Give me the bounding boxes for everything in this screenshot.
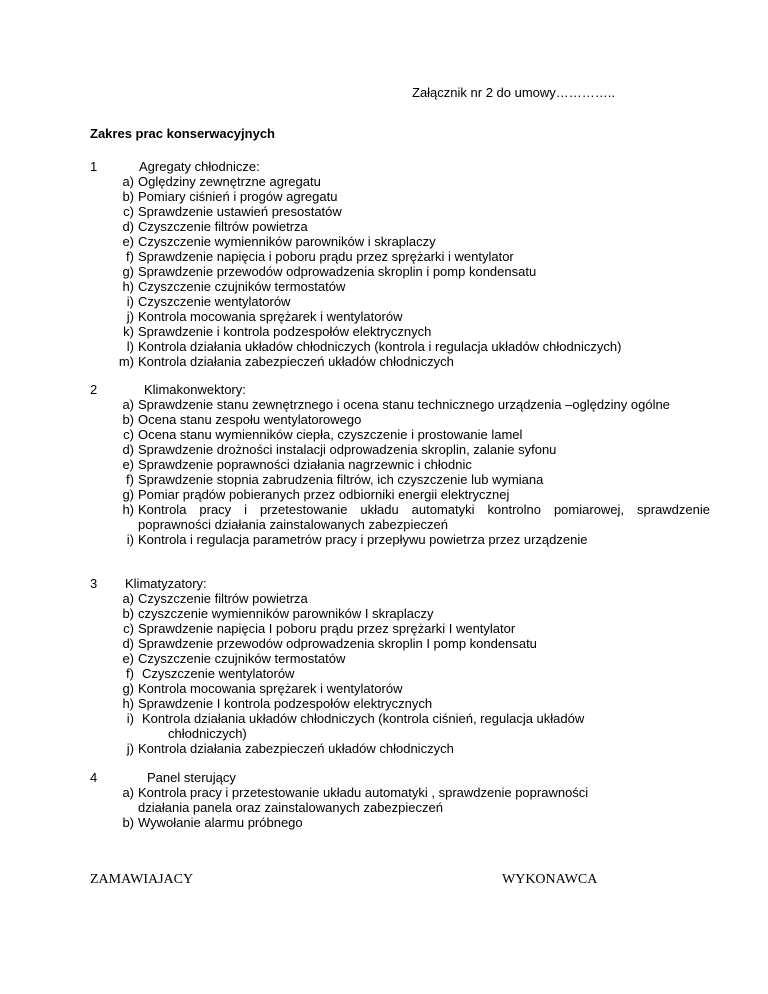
- item-text: Kontrola działania układów chłodniczych (kontrola ciśnień, regulacja układów chłodniczych): [142, 711, 585, 741]
- item-text: Kontrola pracy i przetestowanie układu automatyki kontrolno pomiarowej, sprawdzenie poprawności działania zainstalowanych zabezpieczeń: [138, 502, 710, 532]
- item-text: Sprawdzenie przewodów odprowadzenia skroplin I pomp kondensatu: [138, 636, 537, 651]
- list-item: [90, 249, 710, 264]
- list-item: [90, 279, 710, 294]
- list-item: [90, 502, 710, 532]
- item-text: Czyszczenie czujników termostatów: [138, 651, 346, 666]
- list-item: [90, 397, 710, 412]
- list-item: [90, 264, 710, 279]
- item-label: a): [122, 785, 134, 800]
- item-label: f): [126, 472, 134, 487]
- list-item: [90, 457, 710, 472]
- item-text: Sprawdzenie I kontrola podzespołów elektrycznych: [138, 696, 433, 711]
- item-label: i): [126, 532, 134, 547]
- list-item: [90, 741, 710, 756]
- list-item: [90, 651, 710, 666]
- item-text: Sprawdzenie stanu zewnętrznego i ocena stanu technicznego urządzenia –oględziny ogólne: [138, 397, 670, 412]
- item-label: l): [126, 339, 134, 354]
- item-text: Kontrola działania zabezpieczeń układów chłodniczych: [138, 741, 454, 756]
- item-text: Sprawdzenie napięcia i poboru prądu przez sprężarki i wentylator: [138, 249, 514, 264]
- item-label: g): [122, 264, 134, 279]
- item-text: Kontrola i regulacja parametrów pracy i przepływu powietrza przez urządzenie: [138, 532, 588, 547]
- item-list: [90, 174, 710, 369]
- item-text: Sprawdzenie i kontrola podzespołów elektrycznych: [138, 324, 432, 339]
- section-klimakonwektory: [90, 382, 710, 547]
- list-item: [90, 681, 710, 696]
- item-list: [90, 397, 710, 547]
- item-text: Ocena stanu wymienników ciepła, czyszczenie i prostowanie lamel: [138, 427, 523, 442]
- item-label: b): [122, 606, 134, 621]
- list-item: [90, 472, 710, 487]
- section-heading: [90, 576, 710, 591]
- signature-wykonawca: WYKONAWCA: [502, 872, 598, 887]
- item-text: Sprawdzenie ustawień presostatów: [138, 204, 342, 219]
- item-text: Czyszczenie filtrów powietrza: [138, 219, 308, 234]
- list-item: [90, 606, 710, 621]
- list-item: [90, 354, 710, 369]
- section-number: 2: [90, 382, 98, 397]
- item-label: c): [123, 621, 134, 636]
- item-text: Kontrola działania zabezpieczeń układów chłodniczych: [138, 354, 454, 369]
- item-label: g): [122, 681, 134, 696]
- list-item: [90, 666, 710, 681]
- item-label: e): [122, 651, 134, 666]
- list-item: [90, 174, 710, 189]
- list-item: [90, 591, 710, 606]
- item-label: c): [123, 427, 134, 442]
- item-text: Wywołanie alarmu próbnego: [138, 815, 303, 830]
- list-item: [90, 412, 710, 427]
- list-item: [90, 294, 710, 309]
- item-label: j): [126, 741, 134, 756]
- item-text: czyszczenie wymienników parowników I skraplaczy: [138, 606, 434, 621]
- item-label: a): [122, 397, 134, 412]
- item-text: Pomiary ciśnień i progów agregatu: [138, 189, 338, 204]
- item-label: b): [122, 815, 134, 830]
- section-heading: [90, 159, 710, 174]
- signature-zamawiajacy: ZAMAWIAJACY: [90, 872, 194, 887]
- item-text: Czyszczenie czujników termostatów: [138, 279, 346, 294]
- list-item: [90, 204, 710, 219]
- item-label: d): [122, 442, 134, 457]
- item-text: Kontrola mocowania sprężarek i wentylatorów: [138, 309, 403, 324]
- item-text: Oględziny zewnętrzne agregatu: [138, 174, 321, 189]
- section-agregaty: [90, 159, 710, 369]
- list-item: [90, 234, 710, 249]
- section-title: Panel sterujący: [147, 770, 236, 785]
- item-label: j): [126, 309, 134, 324]
- item-text: Czyszczenie filtrów powietrza: [138, 591, 308, 606]
- list-item: [90, 487, 710, 502]
- item-label: c): [123, 204, 134, 219]
- item-text: Sprawdzenie przewodów odprowadzenia skroplin i pomp kondensatu: [138, 264, 537, 279]
- item-label: e): [122, 234, 134, 249]
- item-text: Kontrola mocowania sprężarek i wentylatorów: [138, 681, 403, 696]
- section-number: 1: [90, 159, 98, 174]
- item-label: a): [122, 591, 134, 606]
- section-title: Klimakonwektory:: [144, 382, 246, 397]
- document-title: Zakres prac konserwacyjnych: [90, 126, 275, 141]
- item-list: [90, 591, 710, 756]
- list-item: [90, 219, 710, 234]
- section-heading: [90, 770, 710, 785]
- item-text: Kontrola pracy i przetestowanie układu automatyki , sprawdzenie poprawności działania panela oraz zainstalowanych zabezpieczeń: [138, 785, 589, 815]
- list-item: [90, 532, 710, 547]
- item-label: i): [126, 294, 134, 309]
- annex-reference: Załącznik nr 2 do umowy…………..: [412, 85, 616, 100]
- list-item: [90, 324, 710, 339]
- list-item: [90, 696, 710, 711]
- item-text: Sprawdzenie drożności instalacji odprowadzenia skroplin, zalanie syfonu: [138, 442, 557, 457]
- item-text: Kontrola działania układów chłodniczych (kontrola i regulacja układów chłodniczych): [138, 339, 622, 354]
- item-text: Sprawdzenie napięcia I poboru prądu przez sprężarki I wentylator: [138, 621, 516, 636]
- item-text: Czyszczenie wentylatorów: [138, 294, 291, 309]
- section-heading: [90, 382, 710, 397]
- item-label: g): [122, 487, 134, 502]
- item-text: Czyszczenie wentylatorów: [142, 666, 295, 681]
- list-item: [90, 189, 710, 204]
- item-label: a): [122, 174, 134, 189]
- item-label: e): [122, 457, 134, 472]
- item-label: m): [118, 354, 134, 369]
- item-label: h): [122, 279, 134, 294]
- list-item: [90, 711, 710, 741]
- item-label: d): [122, 219, 134, 234]
- section-klimatyzatory: [90, 576, 710, 756]
- item-text: Czyszczenie wymienników parowników i skraplaczy: [138, 234, 436, 249]
- list-item: [90, 815, 710, 830]
- section-title: Agregaty chłodnicze:: [139, 159, 260, 174]
- item-label: b): [122, 412, 134, 427]
- section-number: 3: [90, 576, 98, 591]
- item-text: Sprawdzenie stopnia zabrudzenia filtrów, ich czyszczenie lub wymiana: [138, 472, 544, 487]
- list-item: [90, 636, 710, 651]
- item-label: i): [126, 711, 134, 726]
- item-list: [90, 785, 710, 830]
- item-text: Sprawdzenie poprawności działania nagrzewnic i chłodnic: [138, 457, 472, 472]
- section-number: 4: [90, 770, 98, 785]
- list-item: [90, 442, 710, 457]
- list-item: [90, 621, 710, 636]
- item-label: f): [126, 249, 134, 264]
- list-item: [90, 309, 710, 324]
- item-text: Ocena stanu zespołu wentylatorowego: [138, 412, 362, 427]
- item-label: d): [122, 636, 134, 651]
- item-label: k): [123, 324, 134, 339]
- list-item: [90, 785, 710, 815]
- section-panel-sterujacy: [90, 770, 710, 830]
- item-label: f): [126, 666, 134, 681]
- item-label: h): [122, 502, 134, 517]
- item-label: h): [122, 696, 134, 711]
- section-title: Klimatyzatory:: [125, 576, 207, 591]
- list-item: [90, 427, 710, 442]
- item-label: b): [122, 189, 134, 204]
- item-text: Pomiar prądów pobieranych przez odbiorniki energii elektrycznej: [138, 487, 510, 502]
- list-item: [90, 339, 710, 354]
